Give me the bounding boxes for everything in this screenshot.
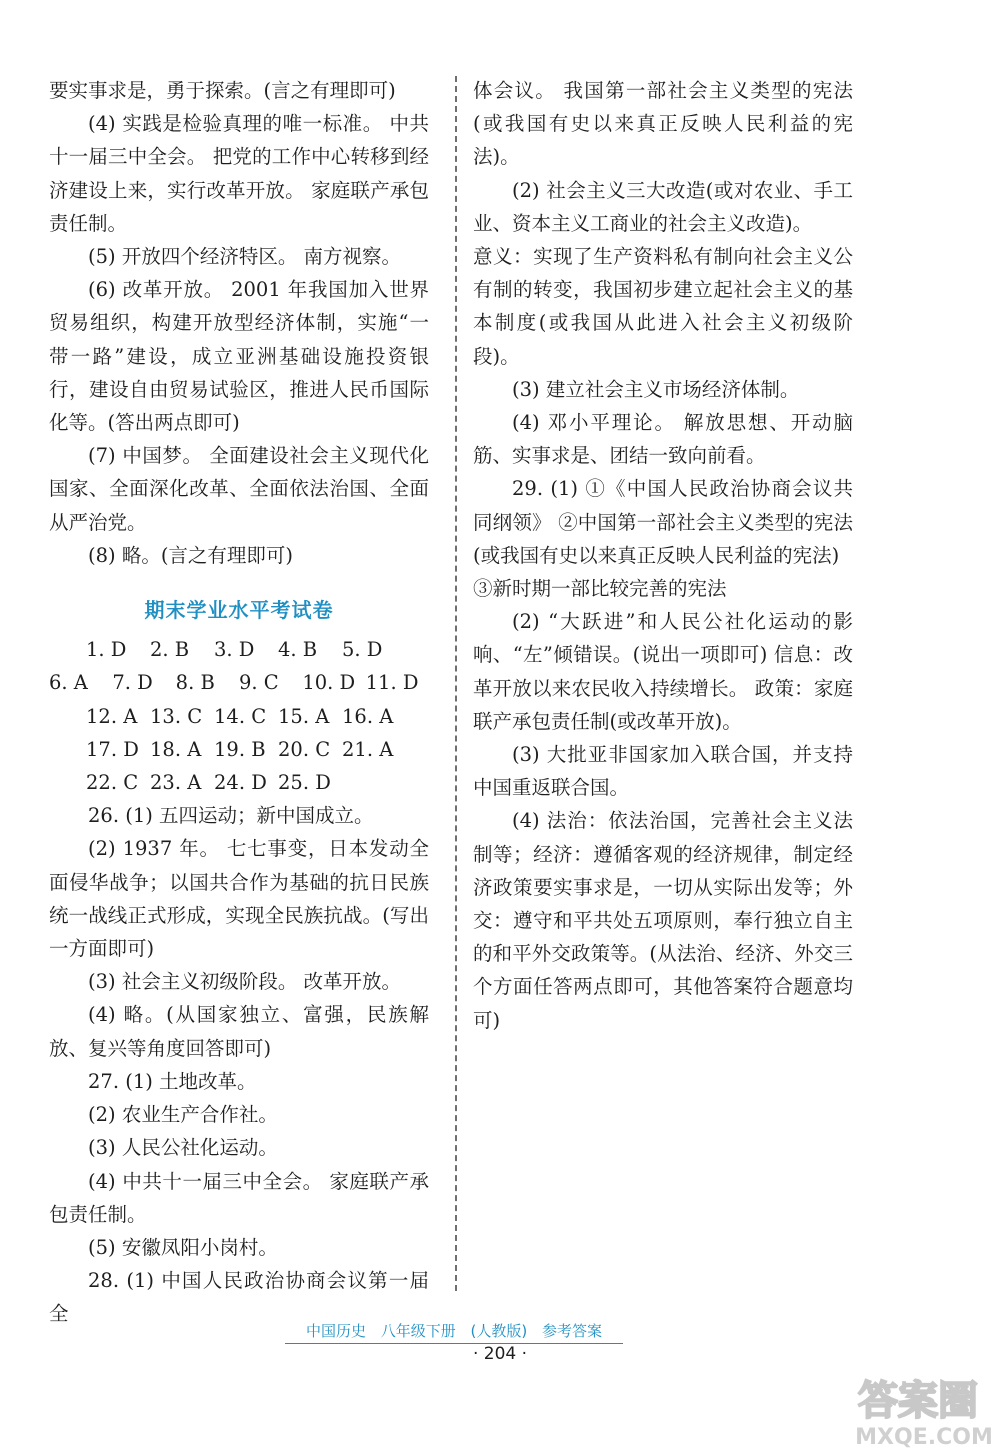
choice-answer: 4. B <box>278 638 318 662</box>
section-title: 期末学业水平考试卷 <box>144 598 334 623</box>
answer-line: (3) 人民公社化运动。 <box>88 1136 278 1160</box>
answer-line: 27. (1) 土地改革。 <box>88 1069 257 1093</box>
answer-line: (3) 社会主义初级阶段。 改革开放。 <box>88 970 402 994</box>
answer-line: (2) 1937 年。 七七事变，日本发动全面侵华战争；以国共合作为基础的抗日民族统一战线正式形成，实现全民族抗战。(写出一方面即可) <box>49 837 429 961</box>
answer-line: (5) 开放四个经济特区。 南方视察。 <box>88 245 402 269</box>
answer-line: (7) 中国梦。 全面建设社会主义现代化国家、全面深化改革、全面依法治国、全面从严治党。 <box>49 444 429 534</box>
choice-answer: 20. C <box>278 737 331 761</box>
page-number: · 204 · <box>472 1344 528 1364</box>
answer-line: 28. (1) 中国人民政治协商会议第一届全 <box>49 1269 429 1326</box>
multiple-choice-answers <box>49 633 429 799</box>
answer-row <box>49 633 429 666</box>
answer-line: (4) 略。(从国家独立、富强，民族解放、复兴等角度回答即可) <box>49 1003 429 1060</box>
choice-answer: 3. D <box>214 638 255 662</box>
choice-answer: 15. A <box>278 704 330 728</box>
watermark-logo <box>838 1370 998 1448</box>
choice-answer: 18. A <box>150 737 202 761</box>
choice-answer: 17. D <box>86 737 139 761</box>
choice-answer: 23. A <box>150 771 202 795</box>
answer-line: 26. (1) 五四运动；新中国成立。 <box>88 804 374 828</box>
answer-line: (8) 略。(言之有理即可) <box>88 543 294 567</box>
choice-answer: 19. B <box>214 737 266 761</box>
choice-answer: 11. D <box>365 671 419 695</box>
watermark-title: 答案圈 <box>858 1378 978 1424</box>
answer-line: (4) 邓小平理论。 解放思想、开动脑筋、实事求是、团结一致向前看。 <box>473 411 853 468</box>
answer-line: 要实事求是，勇于探索。(言之有理即可) <box>49 79 396 102</box>
choice-answer: 25. D <box>278 771 331 795</box>
choice-answer: 13. C <box>150 704 203 728</box>
answer-row <box>49 766 429 799</box>
left-column <box>49 74 429 1331</box>
choice-answer: 9. C <box>238 671 279 695</box>
choice-answer: 24. D <box>214 771 267 795</box>
watermark-url: MXQE.COM <box>855 1425 993 1448</box>
right-column <box>473 74 853 1037</box>
answer-line: (4) 中共十一届三中全会。 家庭联产承包责任制。 <box>49 1169 429 1226</box>
choice-answer: 12. A <box>86 704 138 728</box>
answer-line: (6) 改革开放。 2001 年我国加入世界贸易组织，构建开放型经济体制，实施“一带一路”建设，成立亚洲基础设施投资银行，建设自由贸易试验区，推进人民币国际化等。(答出两点即可) <box>49 278 429 435</box>
choice-answer: 22. C <box>86 771 139 795</box>
choice-answer: 21. A <box>342 737 394 761</box>
answer-line: ③新时期一部比较完善的宪法 <box>473 577 727 601</box>
answer-line: 29. (1) ①《中国人民政治协商会议共同纲领》 ②中国第一部社会主义类型的宪法(或我国有史以来真正反映人民利益的宪法) <box>473 477 853 567</box>
choice-answer: 16. A <box>342 704 394 728</box>
answer-line: (3) 建立社会主义市场经济体制。 <box>512 377 800 401</box>
answer-line: (2) “大跃进”和人民公社化运动的影响、“左”倾错误。(说出一项即可) 信息：改革开放以来农民收入持续增长。 政策：家庭联产承包责任制(或改革开放)。 <box>473 610 853 733</box>
choice-answer: 14. C <box>214 704 267 728</box>
choice-answer: 2. B <box>150 638 190 662</box>
answer-line: (2) 社会主义三大改造(或对农业、手工业、资本主义工商业的社会主义改造)。 <box>473 178 853 235</box>
choice-answer: 7. D <box>112 671 153 695</box>
choice-answer: 1. D <box>86 638 127 662</box>
footer-book-info: 中国历史 八年级下册 (人教版) 参考答案 <box>285 1320 623 1344</box>
choice-answer: 6. A <box>49 671 88 695</box>
answer-line: (5) 安徽凤阳小岗村。 <box>88 1235 278 1259</box>
answer-row <box>49 733 429 766</box>
answer-line: (4) 实践是检验真理的唯一标准。 中共十一届三中全会。 把党的工作中心转移到经济建设上来，实行改革开放。 家庭联产承包责任制。 <box>49 112 429 235</box>
answer-row <box>49 700 429 733</box>
answer-row <box>49 666 429 699</box>
column-divider <box>455 76 457 1291</box>
answer-line: 意义：实现了生产资料私有制向社会主义公有制的转变，我国初步建立起社会主义的基本制度(或我国从此进入社会主义初级阶段)。 <box>473 245 853 368</box>
answer-line: (3) 大批亚非国家加入联合国，并支持中国重返联合国。 <box>473 743 853 800</box>
choice-answer: 5. D <box>342 638 383 662</box>
choice-answer: 8. B <box>175 671 215 695</box>
answer-line: (2) 农业生产合作社。 <box>88 1103 278 1127</box>
answer-line: 体会议。 我国第一部社会主义类型的宪法(或我国有史以来真正反映人民利益的宪法)。 <box>473 79 853 169</box>
choice-answer: 10. D <box>302 671 356 695</box>
answer-line: (4) 法治：依法治国，完善社会主义法制等；经济：遵循客观的经济规律，制定经济政策要实事求是，一切从实际出发等；外交：遵守和平共处五项原则，奉行独立自主的和平外交政策等。(从法治、经济、外交三个方面任答两点即可，其他答案符合题意均可) <box>473 809 853 1032</box>
